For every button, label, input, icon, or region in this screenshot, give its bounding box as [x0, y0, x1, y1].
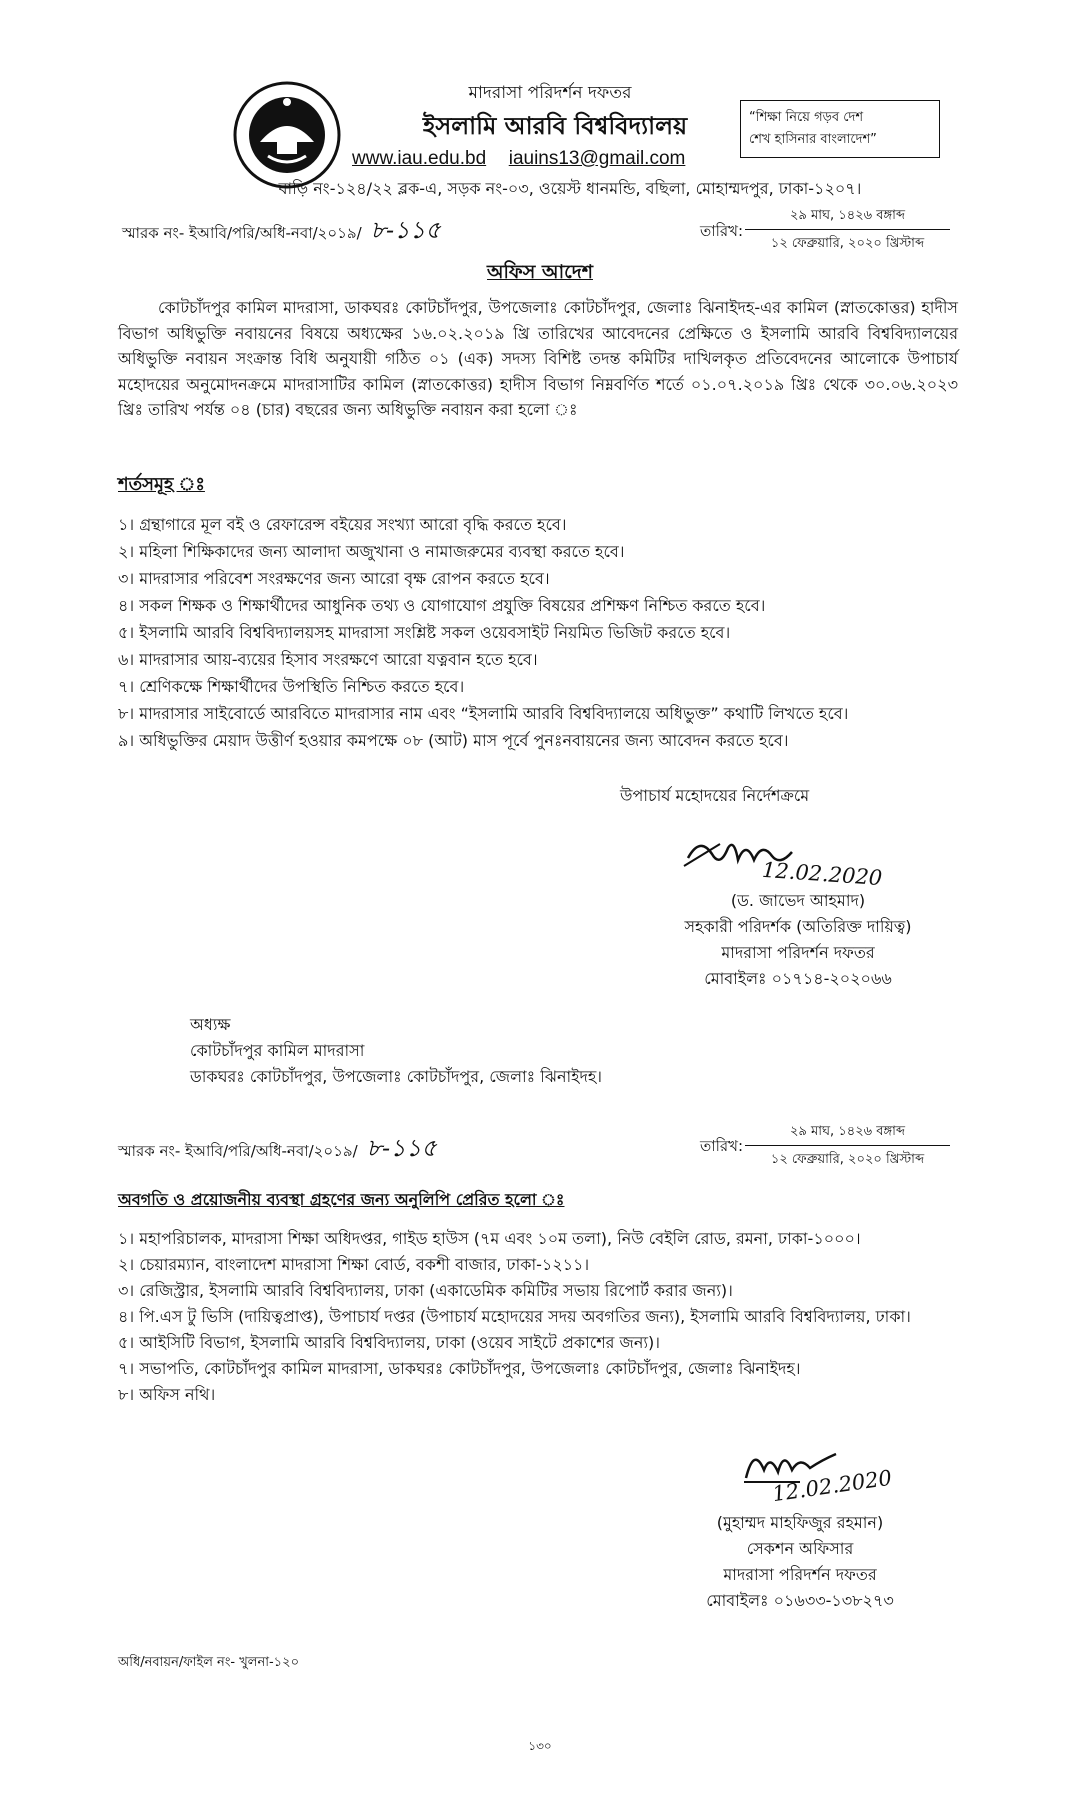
email-link[interactable]: iauins13@gmail.com: [508, 148, 686, 169]
memo-date-label: তারিখ:: [700, 222, 744, 240]
recipient-institution: কোটচাঁদপুর কামিল মাদরাসা: [190, 1041, 365, 1060]
memo2-reference: [118, 1130, 437, 1170]
list-item: ৫। ইসলামি আরবি বিশ্ববিদ্যালয়সহ মাদরাসা সংশ্লিষ্ট সকল ওয়েবসাইট নিয়মিত ভিজিট করতে হবে।: [118, 623, 731, 642]
list-item: ৭। সভাপতি, কোটচাঁদপুর কামিল মাদরাসা, ডাকঘরঃ কোটচাঁদপুর, উপজেলাঃ কোটচাঁদপুর, জেলাঃ ঝিনাইদহ।: [118, 1359, 801, 1378]
signatory1-instruction: উপাচার্য মহোদয়ের নির্দেশক্রমে: [620, 786, 810, 805]
copy-heading: অবগতি ও প্রয়োজনীয় ব্যবস্থা গ্রহণের জন্য অনুলিপি প্রেরিত হলো ঃ: [118, 1190, 565, 1209]
list-item: ৮। অফিস নথি।: [118, 1385, 216, 1404]
university-name: ইসলামি আরবি বিশ্ববিদ্যালয়: [422, 112, 688, 140]
list-item: ১। গ্রন্থাগারে মূল বই ও রেফারেন্স বইয়ের সংখ্যা আরো বৃদ্ধি করতে হবে।: [118, 515, 567, 534]
memo2-ref-number: ৮-১১৫: [366, 1134, 437, 1162]
memo2-date-block: [745, 1122, 950, 1171]
list-item: ২। মহিলা শিক্ষিকাদের জন্য আলাদা অজুখানা ও নামাজরুমের ব্যবস্থা করতে হবে।: [118, 542, 625, 561]
memo-ref-label: স্মারক নং- ইআবি/পরি/অধি-নবা/২০১৯/: [122, 224, 362, 242]
signatory1-block: [648, 888, 948, 992]
list-item: ৫। আইসিটি বিভাগ, ইসলামি আরবি বিশ্ববিদ্যালয়, ঢাকা (ওয়েব সাইটে প্রকাশের জন্য)।: [118, 1333, 661, 1352]
slogan-line2: শেখ হাসিনার বাংলাদেশ”: [749, 132, 877, 147]
signatory2-name: (মুহাম্মদ মাহফিজুর রহমান): [716, 1513, 884, 1532]
copy-list: [118, 1226, 958, 1408]
list-item: ২। চেয়ারম্যান, বাংলাদেশ মাদরাসা শিক্ষা বোর্ড, বকশী বাজার, ঢাকা-১২১১।: [118, 1255, 590, 1274]
signatory2-block: [660, 1510, 940, 1614]
body-paragraph: কোটচাঁদপুর কামিল মাদরাসা, ডাকঘরঃ কোটচাঁদপুর, উপজেলাঃ কোটচাঁদপুর, জেলাঃ ঝিনাইদহ-এর কামিল (স্নাতকোত্তর) হাদীস বিভাগ অধিভুক্তি নবায়নের বিষয়ে অধ্যক্ষের ১৬.০২.২০১৯ খ্রি তারিখের আবেদনের প্রেক্ষিতে ও ইসলামি আরবি বিশ্ববিদ্যালয়ের অধিভুক্তি নবায়ন সংক্রান্ত বিধি অনুযায়ী গঠিত ০১ (এক) সদস্য বিশিষ্ট তদন্ত কমিটির দাখিলকৃত প্রতিবেদনের আলোকে উপাচার্য মহোদয়ের অনুমোদনক্রমে মাদরাসাটির কামিল (স্নাতকোত্তর) হাদীস বিভাগ নিম্নবর্ণিত শর্তে ০১.০৭.২০১৯ খ্রিঃ থেকে ৩০.০৬.২০২৩ খ্রিঃ তারিখ পর্যন্ত ০৪ (চার) বছরের জন্য অধিভুক্তি নবায়ন করা হলো ঃ: [118, 298, 958, 419]
signatory2-sign-date: 12.02.2020: [770, 1465, 894, 1507]
memo2-date-bangla: ২৯ মাঘ, ১৪২৬ বঙ্গাব্দ: [745, 1122, 950, 1146]
signatory2-office: মাদরাসা পরিদর্শন দফতর: [723, 1565, 877, 1584]
memo2-date-label: তারিখ:: [700, 1137, 744, 1155]
list-item: ৯। অধিভুক্তির মেয়াদ উত্তীর্ণ হওয়ার কমপক্ষে ০৮ (আট) মাস পূর্বে পুনঃনবায়নের জন্য আবেদন করতে হবে।: [118, 731, 789, 750]
memo-ref-number: ৮-১১৫: [370, 216, 441, 244]
signatory1-office: মাদরাসা পরিদর্শন দফতর: [721, 943, 875, 962]
memo-reference: [122, 212, 441, 252]
signatory1-sign-date: 12.02.2020: [761, 857, 883, 891]
slogan-box: [740, 100, 940, 158]
signatory2-mobile: মোবাইলঃ ০১৬৩৩-১৩৮২৭৩: [706, 1591, 894, 1610]
memo2-date-english: ১২ ফেব্রুয়ারি, ২০২০ খ্রিস্টাব্দ: [770, 1152, 925, 1167]
signatory2-designation: সেকশন অফিসার: [746, 1539, 854, 1558]
university-logo: [232, 80, 342, 190]
recipient-address: ডাকঘরঃ কোটচাঁদপুর, উপজেলাঃ কোটচাঁদপুর, জেলাঃ ঝিনাইদহ।: [190, 1067, 602, 1086]
university-website[interactable]: [352, 148, 685, 170]
recipient-block: [190, 1012, 602, 1090]
memo-date-block: [745, 206, 950, 255]
memo2-ref-label: স্মারক নং- ইআবি/পরি/অধি-নবা/২০১৯/: [118, 1142, 358, 1160]
list-item: ৩। মাদরাসার পরিবেশ সংরক্ষণের জন্য আরো বৃক্ষ রোপন করতে হবে।: [118, 569, 550, 588]
list-item: ৪। পি.এস টু ভিসি (দায়িত্বপ্রাপ্ত), উপাচার্য দপ্তর (উপাচার্য মহোদয়ের সদয় অবগতির জন্য), ইসলামি আরবি বিশ্ববিদ্যালয়, ঢাকা।: [118, 1307, 911, 1326]
list-item: ৮। মাদরাসার সাইবোর্ডে আরবিতে মাদরাসার নাম এবং “ইসলামি আরবি বিশ্ববিদ্যালয়ে অধিভুক্ত” কথাটি লিখতে হবে।: [118, 704, 849, 723]
website-link[interactable]: www.iau.edu.bd: [352, 148, 487, 169]
signatory1-name: (ড. জাভেদ আহমাদ): [730, 891, 866, 910]
conditions-heading: শর্তসমূহ ঃ: [118, 474, 205, 495]
list-item: ৪। সকল শিক্ষক ও শিক্ষার্থীদের আধুনিক তথ্য ও যোগাযোগ প্রযুক্তি বিষয়ের প্রশিক্ষণ নিশ্চিত করতে হবে।: [118, 596, 766, 615]
file-reference: অধি/নবায়ন/ফাইল নং- খুলনা-১২০: [118, 1655, 300, 1670]
memo-date-english: ১২ ফেব্রুয়ারি, ২০২০ খ্রিস্টাব্দ: [770, 236, 925, 251]
university-address: বাড়ি নং-১২৪/২২ ব্লক-এ, সড়ক নং-০৩, ওয়েস্ট ধানমন্ডি, বছিলা, মোহাম্মদপুর, ঢাকা-১২০৭।: [278, 179, 862, 198]
signatory1-designation: সহকারী পরিদর্শক (অতিরিক্ত দায়িত্ব): [684, 917, 912, 936]
list-item: ৭। শ্রেণিকক্ষে শিক্ষার্থীদের উপস্থিতি নিশ্চিত করতে হবে।: [118, 677, 465, 696]
list-item: ৩। রেজিস্ট্রার, ইসলামি আরবি বিশ্ববিদ্যালয়, ঢাকা (একাডেমিক কমিটির সভায় রিপোর্ট করার জন্য)।: [118, 1281, 733, 1300]
signatory1-mobile: মোবাইলঃ ০১৭১৪-২০২০৬৬: [704, 969, 892, 988]
recipient-title: অধ্যক্ষ: [190, 1015, 231, 1034]
document-title: অফিস আদেশ: [487, 261, 593, 283]
office-name: মাদরাসা পরিদর্শন দফতর: [468, 83, 632, 103]
list-item: ১। মহাপরিচালক, মাদরাসা শিক্ষা অধিদপ্তর, গাইড হাউস (৭ম এবং ১০ম তলা), নিউ বেইলি রোড, রমনা, ঢাকা-১০০০।: [118, 1229, 861, 1248]
conditions-list: [118, 511, 958, 754]
memo-date-bangla: ২৯ মাঘ, ১৪২৬ বঙ্গাব্দ: [745, 206, 950, 230]
page-number: ১৩০: [528, 1739, 552, 1753]
slogan-line1: “শিক্ষা নিয়ে গড়ব দেশ: [749, 110, 864, 125]
list-item: ৬। মাদরাসার আয়-ব্যয়ের হিসাব সংরক্ষণে আরো যত্নবান হতে হবে।: [118, 650, 538, 669]
